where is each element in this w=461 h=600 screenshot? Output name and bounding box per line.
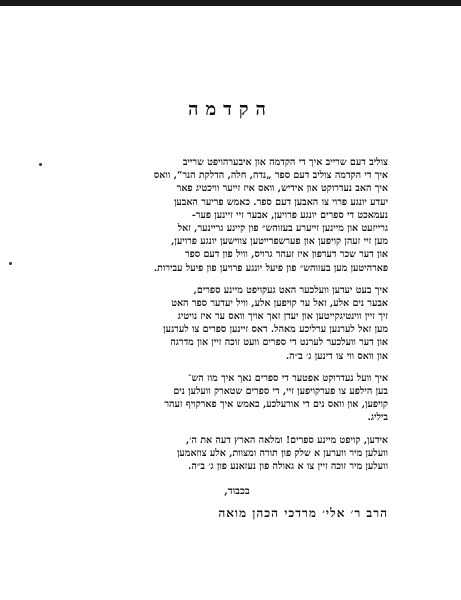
text-line: איך די הקדמה צוליב דעם ספר „נדה, חלה, הדלקת הנר“, וואס xyxy=(153,170,388,182)
text-line: נעמאכט די ספרים יונגע פרויען, אבער זיי זיינען פער- xyxy=(191,209,388,221)
paragraph xyxy=(86,284,388,363)
text-line: און וואס ווי צו דינען ג׳ ב״ה. xyxy=(285,350,388,362)
text-line: איך וועל נעדרוקט אפטער די ספרים נאך איך מוז הש־ xyxy=(187,372,388,384)
document-body xyxy=(86,156,388,482)
scan-speck xyxy=(9,262,12,265)
closing-greeting: בכבוד, xyxy=(224,486,250,497)
text-line: און דער וועלכער לערנט די ספרים וועט זוכה זיין און מדרגה xyxy=(170,337,388,349)
text-line: יעדע יונגע פרוי צו האבען דעם ספר. כאמש פריער האבען xyxy=(173,196,388,208)
text-line: איך האב נעדרוקט און אידיש, וואס איז זייער וויכטיג פאר xyxy=(176,183,388,195)
text-line: צוליב דעם שרייב איך די הקדמה און איבערהויפט שרייב xyxy=(182,157,388,168)
text-line: פארהיטען מען בעזוהש״ פון פיעל יונגע פרויען פון פיעל עבירות. xyxy=(153,262,388,274)
scan-top-edge xyxy=(0,0,461,6)
text-line: בען הילפע צו פערקויפען זיי, די ספרים שטארק וועלען נים xyxy=(173,386,388,397)
page-title: הקדמה xyxy=(188,99,273,120)
text-line: זיך זיין ווינטיגקייטען און יעדן זאך אויך וואס ער איז נויטיג xyxy=(177,311,388,323)
text-line: וועלען מיר זוכה זיין צו א גאולה פון נעזאנע פון ג׳ ב״ה. xyxy=(188,460,388,472)
text-line: וועלען מיר ווערען א שלק פון תורה ומצוות, אלע צוזאמען xyxy=(177,447,388,459)
scan-speck xyxy=(39,163,42,166)
text-line: איך בעט יעדען וועלכער האט געקויפט מיינע ספרים, xyxy=(193,284,388,296)
author-signature: הרב ר׳ אלי׳ מרדכי הכהן מואה xyxy=(218,506,388,520)
text-line: מען זאל לערנען ערליכע מאהל. דאס זיינען ספרים צו לערנען xyxy=(163,324,388,336)
text-line: גרייזעט און מיינען זייערע בעזוהש״ פון קיינע גריינער, זאל xyxy=(177,222,388,234)
text-line: ביליג. xyxy=(367,412,388,424)
text-line: קויפען, און וואס נים די אורעלכע, כאמש איך פארקויף זעהר xyxy=(164,399,388,411)
text-line: אידען, קויפט מיינע ספרים! ומלאה הארץ דעה את ה׳, xyxy=(185,434,388,446)
text-line: און דער שכר דערפון איז זעהר גרויס, וויל פון דעם ספר xyxy=(184,249,388,261)
paragraph xyxy=(86,372,388,425)
text-line: מען זיי זעהן קויפען און פערשפרייטען צווישען יונגע פרויען, xyxy=(171,236,388,248)
paragraph xyxy=(86,156,388,275)
text-line: אבער נים אלע, זאל ער קויפען אלע, וויל יעדער ספר האט xyxy=(171,297,388,309)
paragraph xyxy=(86,434,388,474)
